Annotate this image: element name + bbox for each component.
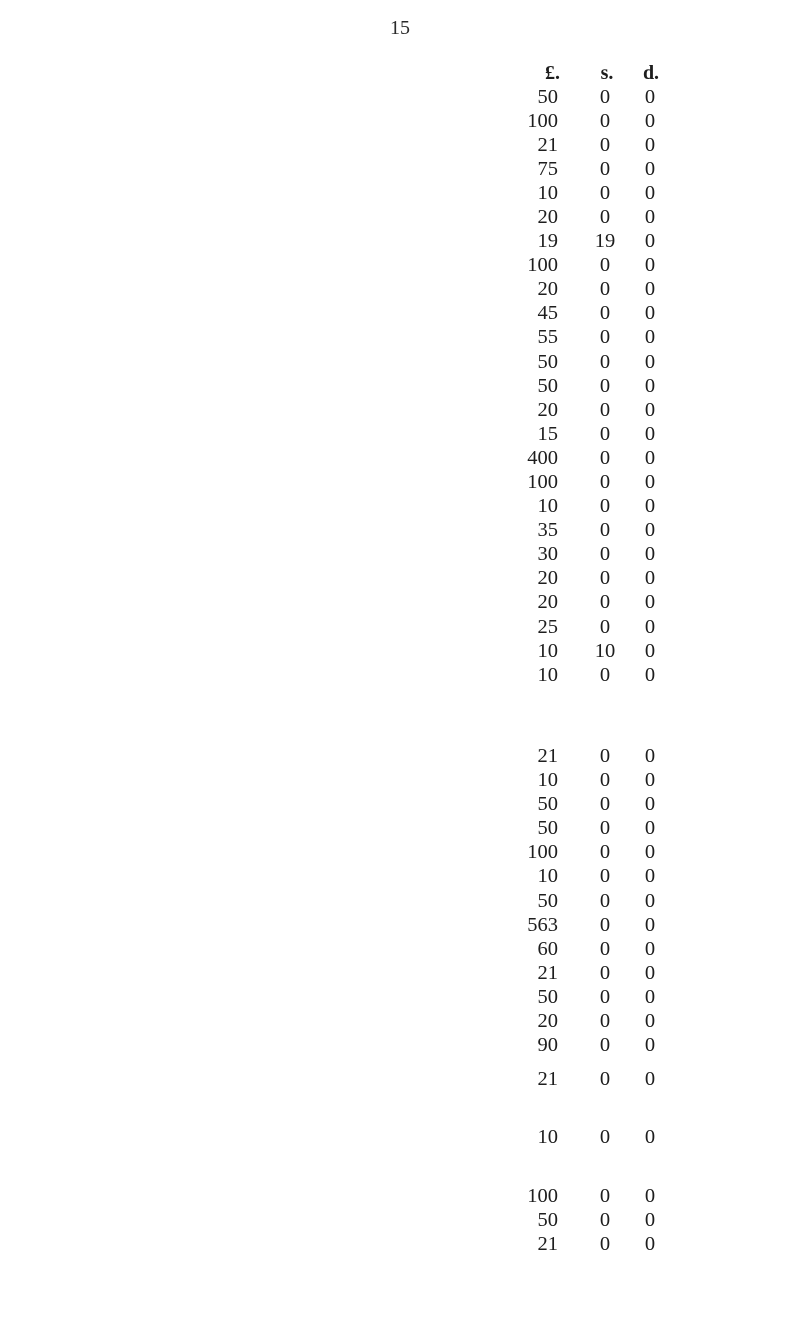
pence-amount: 0 [644,205,656,228]
shillings-amount: 0 [599,817,611,840]
subscription-entry [0,1033,800,1057]
subscription-entry [0,913,800,937]
subscription-entry [0,518,800,542]
pence-amount: 0 [644,937,656,960]
pence-amount: 0 [644,1067,656,1090]
shillings-amount: 0 [599,278,611,301]
shillings-amount: 0 [599,865,611,888]
pounds-amount: 50 [537,889,558,912]
pounds-amount: 21 [537,1233,558,1256]
subscription-entry [0,663,800,687]
subscription-entry [0,985,800,1009]
pence-amount: 0 [644,793,656,816]
pounds-amount: 20 [537,591,558,614]
pence-amount: 0 [644,663,656,686]
pounds-amount: 10 [537,769,558,792]
pence-amount: 0 [644,230,656,253]
pounds-amount: 25 [537,615,558,638]
pounds-amount: 50 [537,85,558,108]
pounds-amount: 100 [527,841,558,864]
shillings-amount: 0 [599,85,611,108]
pence-column-header: d. [642,62,660,84]
pence-amount: 0 [644,745,656,767]
pence-amount: 0 [644,1010,656,1033]
entry-group [0,1067,800,1091]
pounds-amount: 45 [537,302,558,325]
pounds-amount: 50 [537,793,558,816]
pounds-amount: 10 [537,865,558,888]
shillings-amount: 0 [599,913,611,936]
shillings-amount: 0 [599,398,611,421]
pounds-amount: 55 [537,326,558,349]
pence-amount: 0 [644,374,656,397]
shillings-amount: 19 [594,230,616,253]
subscription-entry [0,590,800,614]
pence-amount: 0 [644,841,656,864]
shillings-amount: 0 [599,205,611,228]
shillings-amount: 0 [599,1209,611,1232]
shillings-amount: 0 [599,591,611,614]
subscription-entry [0,768,800,792]
pounds-amount: 100 [527,1185,558,1207]
shillings-amount: 0 [599,446,611,469]
shillings-amount: 0 [599,567,611,590]
subscription-entry [0,840,800,864]
subscription-entry [0,253,800,277]
subscription-entry [0,374,800,398]
subscription-entry [0,864,800,888]
subscription-entry [0,229,800,253]
shillings-amount: 0 [599,326,611,349]
subscription-entry [0,350,800,374]
pence-amount: 0 [644,157,656,180]
pence-amount: 0 [644,1185,656,1207]
subscription-entry [0,133,800,157]
pence-amount: 0 [644,254,656,277]
pence-amount: 0 [644,109,656,132]
pounds-amount: 15 [537,422,558,445]
shillings-amount: 0 [599,961,611,984]
shillings-amount: 0 [599,889,611,912]
shillings-amount: 0 [599,663,611,686]
pounds-amount: 10 [537,495,558,518]
shillings-amount: 0 [599,350,611,373]
subscription-entry [0,181,800,205]
subscription-entry [0,277,800,301]
shillings-amount: 0 [599,543,611,566]
pounds-amount: 20 [537,567,558,590]
pence-amount: 0 [644,471,656,493]
pence-amount: 0 [644,769,656,792]
subscription-entry [0,816,800,840]
pence-amount: 0 [644,591,656,614]
pounds-amount: 21 [537,133,558,156]
subscription-entry [0,1009,800,1033]
subscription-entry [0,205,800,229]
pence-amount: 0 [644,615,656,638]
pounds-amount: 20 [537,278,558,301]
subscription-entry [0,639,800,663]
shillings-amount: 0 [599,495,611,518]
pounds-amount: 20 [537,205,558,228]
subscription-entry [0,566,800,590]
pence-amount: 0 [644,639,656,662]
pounds-amount: 50 [537,1209,558,1232]
subscription-entry [0,1232,800,1256]
pounds-amount: 50 [537,374,558,397]
subscription-entry [0,494,800,518]
shillings-amount: 0 [599,1233,611,1256]
shillings-amount: 0 [599,254,611,277]
pence-amount: 0 [644,302,656,325]
pence-amount: 0 [644,1233,656,1256]
pence-amount: 0 [644,567,656,590]
pence-amount: 0 [644,961,656,984]
pence-amount: 0 [644,1209,656,1232]
pounds-amount: 100 [527,471,558,493]
pounds-amount: 400 [527,446,558,469]
subscription-entry [0,157,800,181]
pence-amount: 0 [644,133,656,156]
subscription-entry [0,446,800,470]
shillings-amount: 0 [599,1126,611,1148]
subscription-entry [0,744,800,768]
shillings-amount: 0 [599,1034,611,1057]
pounds-amount: 90 [537,1034,558,1057]
pounds-amount: 21 [537,745,558,767]
subscription-entry [0,85,800,109]
pounds-amount: 35 [537,519,558,542]
shillings-amount: 0 [599,374,611,397]
shillings-amount: 0 [599,1067,611,1090]
shillings-amount: 0 [599,1010,611,1033]
pence-amount: 0 [644,1126,656,1148]
pence-amount: 0 [644,278,656,301]
subscription-entry [0,889,800,913]
pounds-amount: 30 [537,543,558,566]
subscription-entry [0,1125,800,1149]
pounds-amount: 75 [537,157,558,180]
pounds-amount: 21 [537,961,558,984]
pounds-amount: 100 [527,254,558,277]
shillings-amount: 0 [599,985,611,1008]
subscription-entry [0,961,800,985]
pence-amount: 0 [644,519,656,542]
pounds-amount: 60 [537,937,558,960]
pounds-amount: 50 [537,817,558,840]
subscription-entry [0,398,800,422]
pence-amount: 0 [644,422,656,445]
pounds-amount: 100 [527,109,558,132]
entry-group [0,744,800,1057]
pounds-amount: 10 [537,663,558,686]
pence-amount: 0 [644,865,656,888]
shillings-amount: 0 [599,133,611,156]
shillings-amount: 0 [599,1185,611,1207]
subscription-entry [0,542,800,566]
shillings-amount: 0 [599,841,611,864]
pence-amount: 0 [644,985,656,1008]
subscription-entry [0,301,800,325]
shillings-amount: 0 [599,937,611,960]
pounds-amount: 10 [537,181,558,204]
shillings-amount: 0 [599,745,611,767]
pounds-amount: 21 [537,1067,558,1090]
pence-amount: 0 [644,913,656,936]
subscription-entry [0,937,800,961]
page-number: 15 [390,17,410,39]
pounds-amount: 50 [537,985,558,1008]
pence-amount: 0 [644,889,656,912]
pence-amount: 0 [644,350,656,373]
pence-amount: 0 [644,85,656,108]
subscription-entry [0,1067,800,1091]
pence-amount: 0 [644,495,656,518]
subscription-entry [0,1208,800,1232]
pence-amount: 0 [644,326,656,349]
pounds-amount: 50 [537,350,558,373]
pounds-amount: 10 [537,639,558,662]
subscription-entry [0,1184,800,1208]
pounds-amount: 20 [537,1010,558,1033]
shillings-amount: 0 [599,109,611,132]
pounds-amount: 20 [537,398,558,421]
shillings-amount: 0 [599,157,611,180]
shillings-amount: 0 [599,302,611,325]
pence-amount: 0 [644,817,656,840]
pence-amount: 0 [644,543,656,566]
entry-group [0,85,800,687]
pence-amount: 0 [644,398,656,421]
shillings-amount: 0 [599,793,611,816]
pence-amount: 0 [644,1034,656,1057]
shillings-amount: 0 [599,471,611,493]
subscription-entry [0,109,800,133]
pounds-amount: 563 [527,913,558,936]
shillings-amount: 0 [599,769,611,792]
shillings-amount: 0 [599,519,611,542]
subscription-entry [0,422,800,446]
pounds-amount: 19 [537,230,558,253]
subscription-entry [0,325,800,349]
pence-amount: 0 [644,446,656,469]
shillings-amount: 0 [599,181,611,204]
shillings-amount: 0 [599,615,611,638]
entry-group [0,1125,800,1149]
subscription-entry [0,615,800,639]
pounds-column-header: £. [545,62,560,84]
subscription-entry [0,792,800,816]
shillings-amount: 0 [599,422,611,445]
shillings-column-header: s. [600,62,614,84]
subscription-entry [0,470,800,494]
shillings-amount: 10 [594,639,616,662]
pence-amount: 0 [644,181,656,204]
pounds-amount: 10 [537,1126,558,1148]
entry-group [0,1184,800,1256]
